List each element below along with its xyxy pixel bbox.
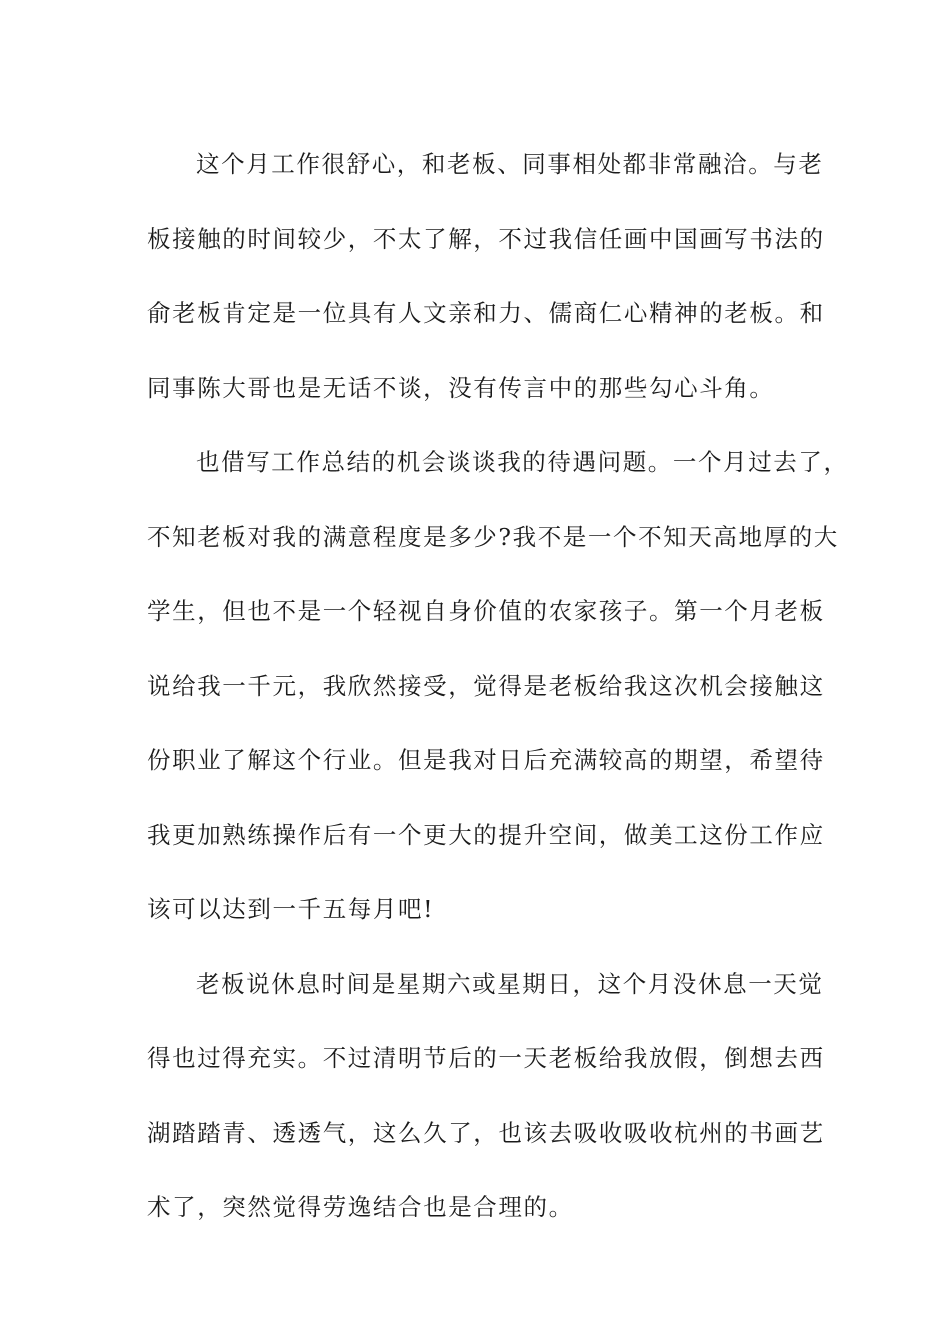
paragraph-2-line-2: 不知老板对我的满意程度是多少?我不是一个不知天高地厚的大 [147,522,839,551]
paragraph-1-line-1: 这个月工作很舒心，和老板、同事相处都非常融洽。与老 [196,150,824,178]
paragraph-1-line-3: 俞老板肯定是一位具有人文亲和力、儒商仁心精神的老板。和 [147,299,825,327]
paragraph-1-line-2: 板接触的时间较少，不太了解，不过我信任画中国画写书法的 [147,224,825,253]
paragraph-2-line-4: 说给我一千元，我欣然接受，觉得是老板给我这次机会接触这 [147,671,825,700]
paragraph-2-line-5: 份职业了解这个行业。但是我对日后充满较高的期望，希望待 [147,746,825,774]
paragraph-3-line-2: 得也过得充实。不过清明节后的一天老板给我放假，倒想去西 [147,1044,825,1072]
paragraph-2-line-1: 也借写工作总结的机会谈谈我的待遇问题。一个月过去了， [196,448,849,476]
document-body [147,127,849,1245]
paragraph-3-line-3: 湖踏踏青、透透气，这么久了，也该去吸收吸收杭州的书画艺 [147,1118,825,1147]
paragraph-1-line-4: 同事陈大哥也是无话不谈，没有传言中的那些勾心斗角。 [147,373,775,402]
paragraph-2-line-6: 我更加熟练操作后有一个更大的提升空间，做美工这份工作应 [147,820,825,849]
paragraph-2-line-3: 学生，但也不是一个轻视自身价值的农家孩子。第一个月老板 [147,597,825,625]
paragraph-3-line-1: 老板说休息时间是星期六或星期日，这个月没休息一天觉 [196,969,824,998]
paragraph-3-line-4: 术了，突然觉得劳逸结合也是合理的。 [147,1193,574,1221]
paragraph-2-line-7: 该可以达到一千五每月吧! [147,895,435,923]
